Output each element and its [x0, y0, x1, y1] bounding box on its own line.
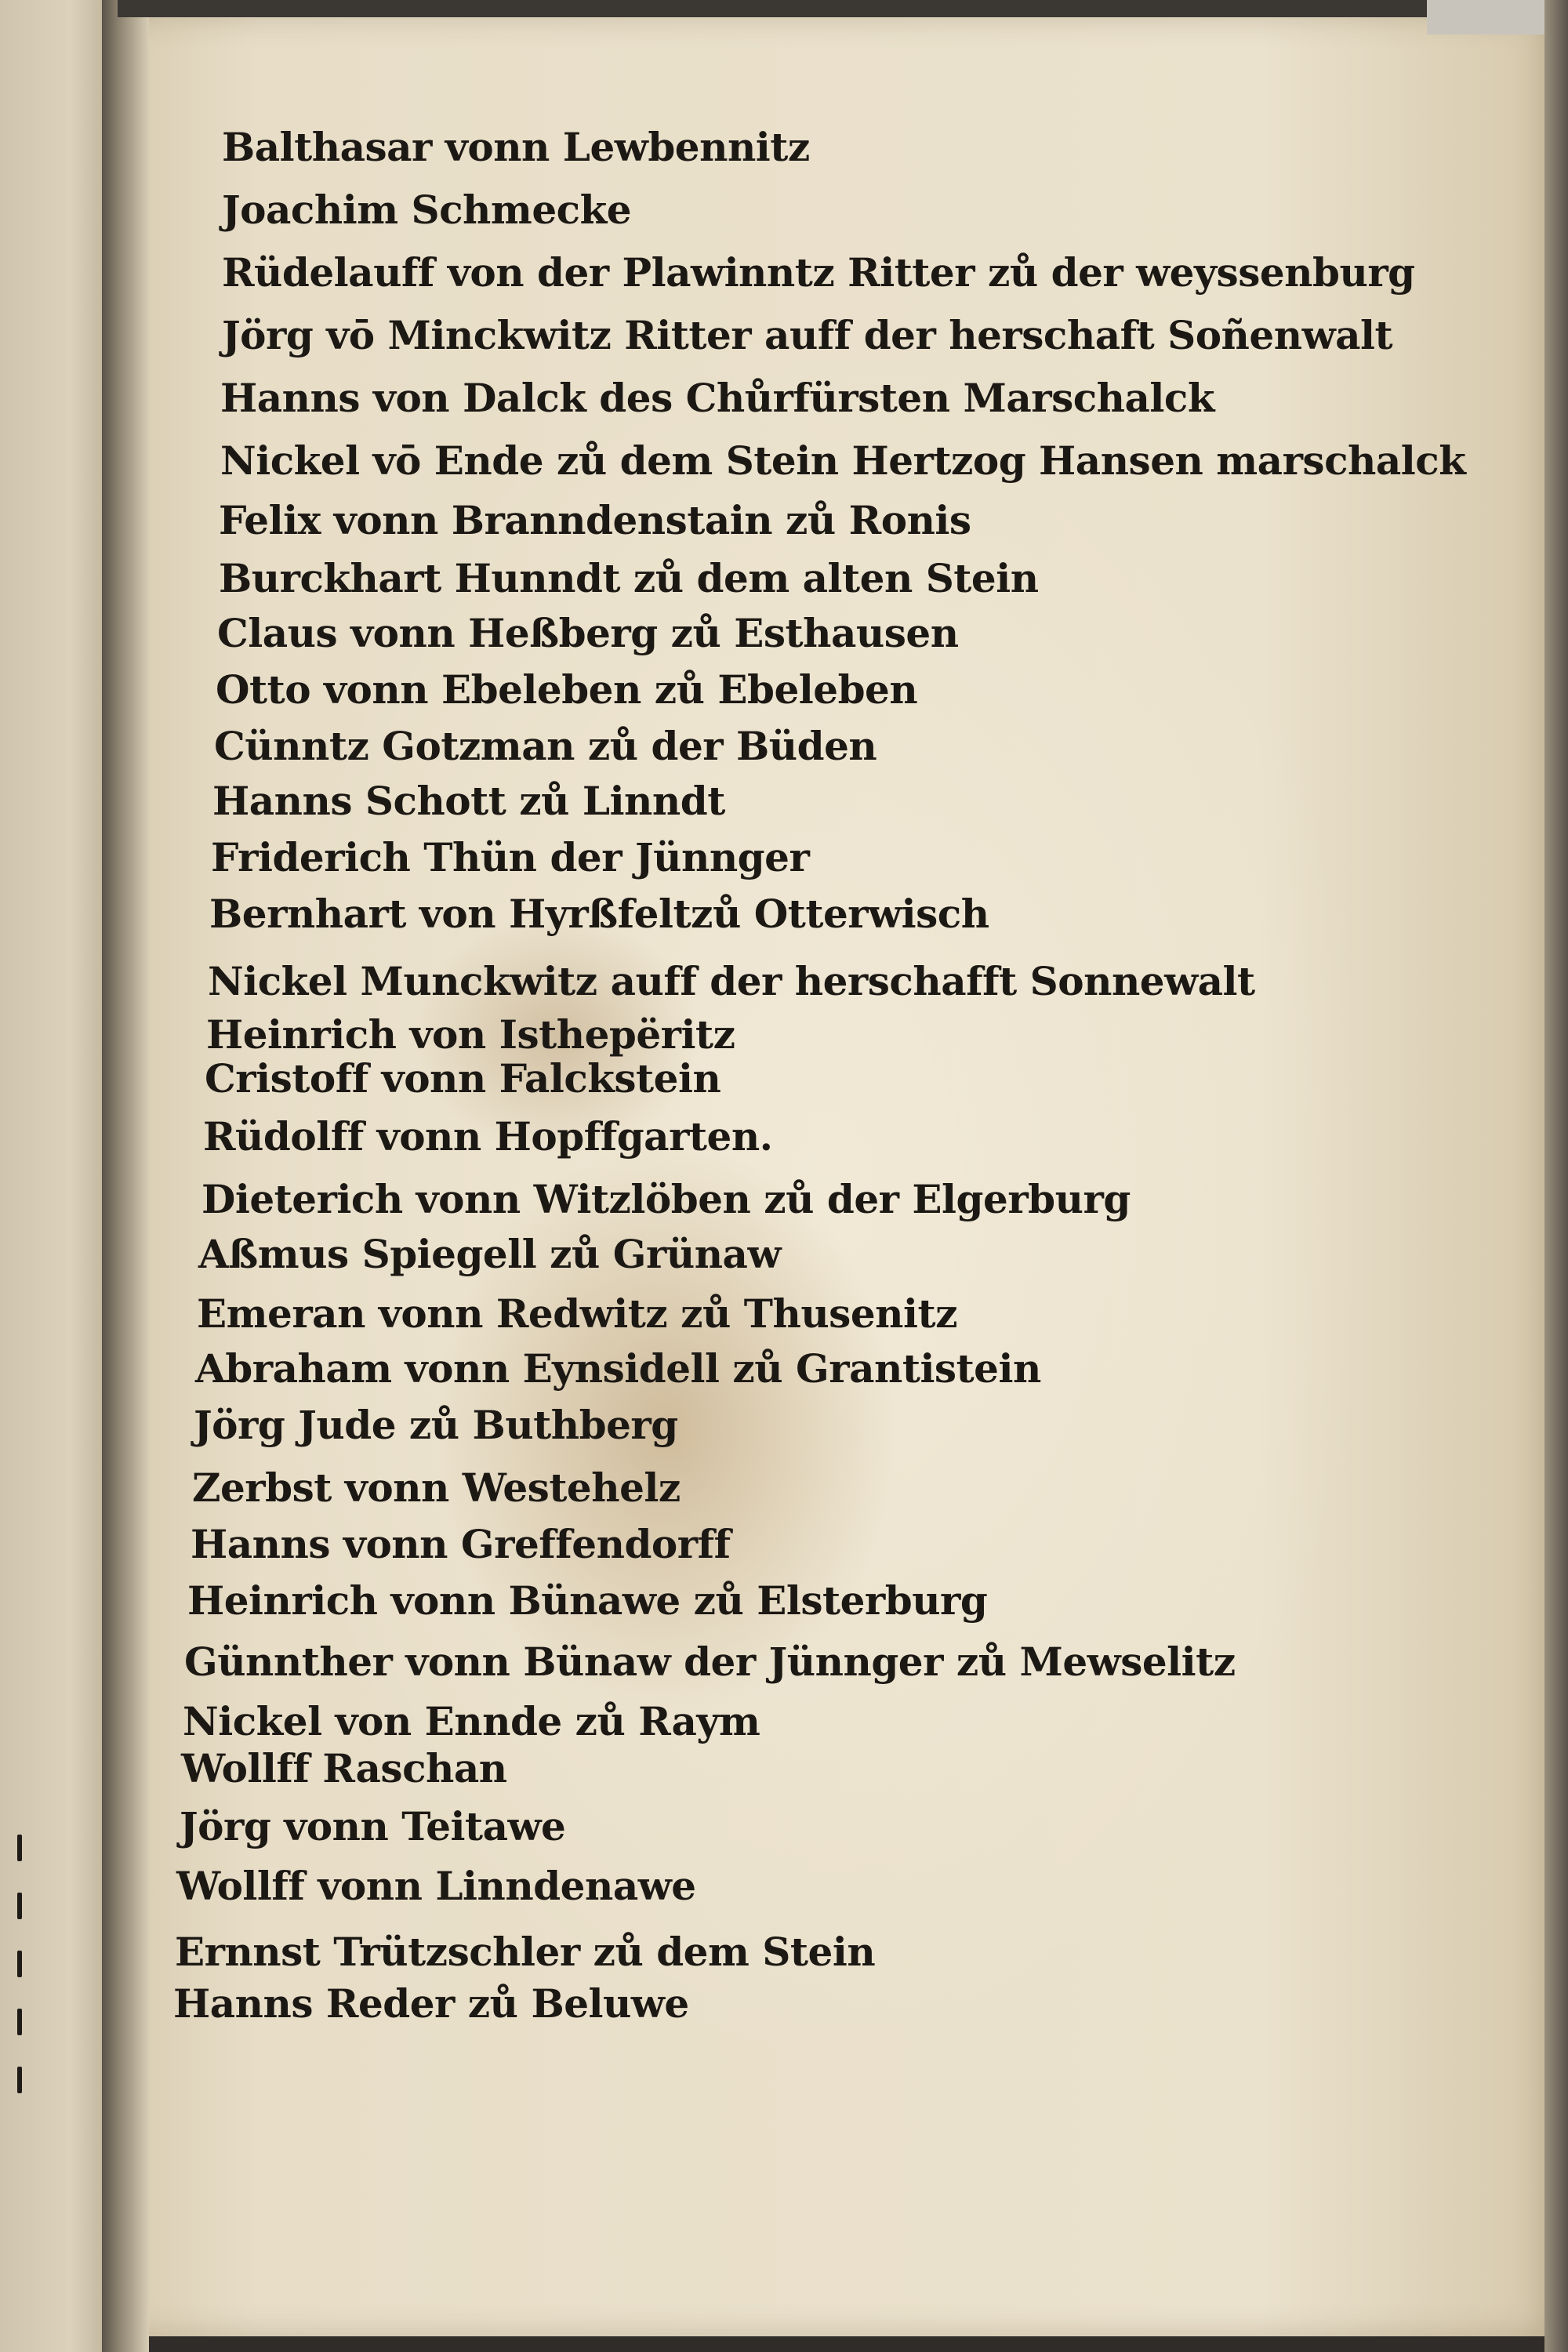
name-line: Hanns Reder zů Beluwe [173, 1980, 689, 2027]
name-line: Joachim Schmecke [222, 187, 632, 233]
name-line: Claus vonn Heßberg zů Esthausen [217, 610, 959, 656]
name-line: Felix vonn Branndenstain zů Ronis [219, 497, 971, 543]
name-line: Otto vonn Ebeleben zů Ebeleben [216, 666, 918, 713]
name-line: Ernnst Trützschler zů dem Stein [175, 1929, 876, 1975]
name-line: Jörg vō Minckwitz Ritter auff der herschaft Soñenwalt [222, 312, 1393, 358]
name-line: Burckhart Hunndt zů dem alten Stein [219, 555, 1039, 601]
name-line: Nickel vō Ende zů dem Stein Hertzog Hansen marschalck [220, 437, 1466, 484]
name-line: Jörg vonn Teitawe [180, 1803, 566, 1849]
name-line: Bernhart von Hyrßfeltzů Otterwisch [209, 891, 989, 937]
name-line: Cristoff vonn Falckstein [205, 1055, 721, 1102]
name-line: Günnther vonn Bünaw der Jünnger zů Mewselitz [184, 1639, 1236, 1685]
name-line: Hanns Schott zů Linndt [212, 778, 725, 824]
name-line: Friderich Thün der Jünnger [211, 834, 810, 880]
name-line: Wollff Raschan [181, 1745, 507, 1791]
name-line: Zerbst vonn Westehelz [192, 1465, 681, 1511]
name-line: Dieterich vonn Witzlöben zů der Elgerburg [201, 1176, 1131, 1222]
name-line: Nickel Munckwitz auff der herschafft Sonnewalt [208, 958, 1255, 1004]
name-line: Heinrich von Isthepëritz [206, 1011, 735, 1058]
name-line: Rüdolff vonn Hopffgarten. [203, 1113, 773, 1160]
name-line: Jörg Jude zů Buthberg [194, 1402, 678, 1448]
name-line: Balthasar vonn Lewbennitz [222, 124, 810, 170]
name-line: Emeran vonn Redwitz zů Thusenitz [197, 1290, 957, 1337]
name-line: Rüdelauff von der Plawinntz Ritter zů der weyssenburg [222, 249, 1415, 296]
name-line: Wollff vonn Linndenawe [176, 1863, 696, 1909]
name-line: Abraham vonn Eynsidell zů Grantistein [195, 1345, 1041, 1392]
name-line: Hanns vonn Greffendorff [191, 1521, 731, 1567]
name-line: Aßmus Spiegell zů Grünaw [198, 1231, 781, 1277]
name-line: Cünntz Gotzman zů der Büden [214, 723, 877, 769]
name-line: Heinrich vonn Bünawe zů Elsterburg [187, 1577, 988, 1624]
name-line: Hanns von Dalck des Chůrfürsten Marschalck [220, 375, 1215, 421]
name-line: Nickel von Ennde zů Raym [183, 1698, 760, 1744]
